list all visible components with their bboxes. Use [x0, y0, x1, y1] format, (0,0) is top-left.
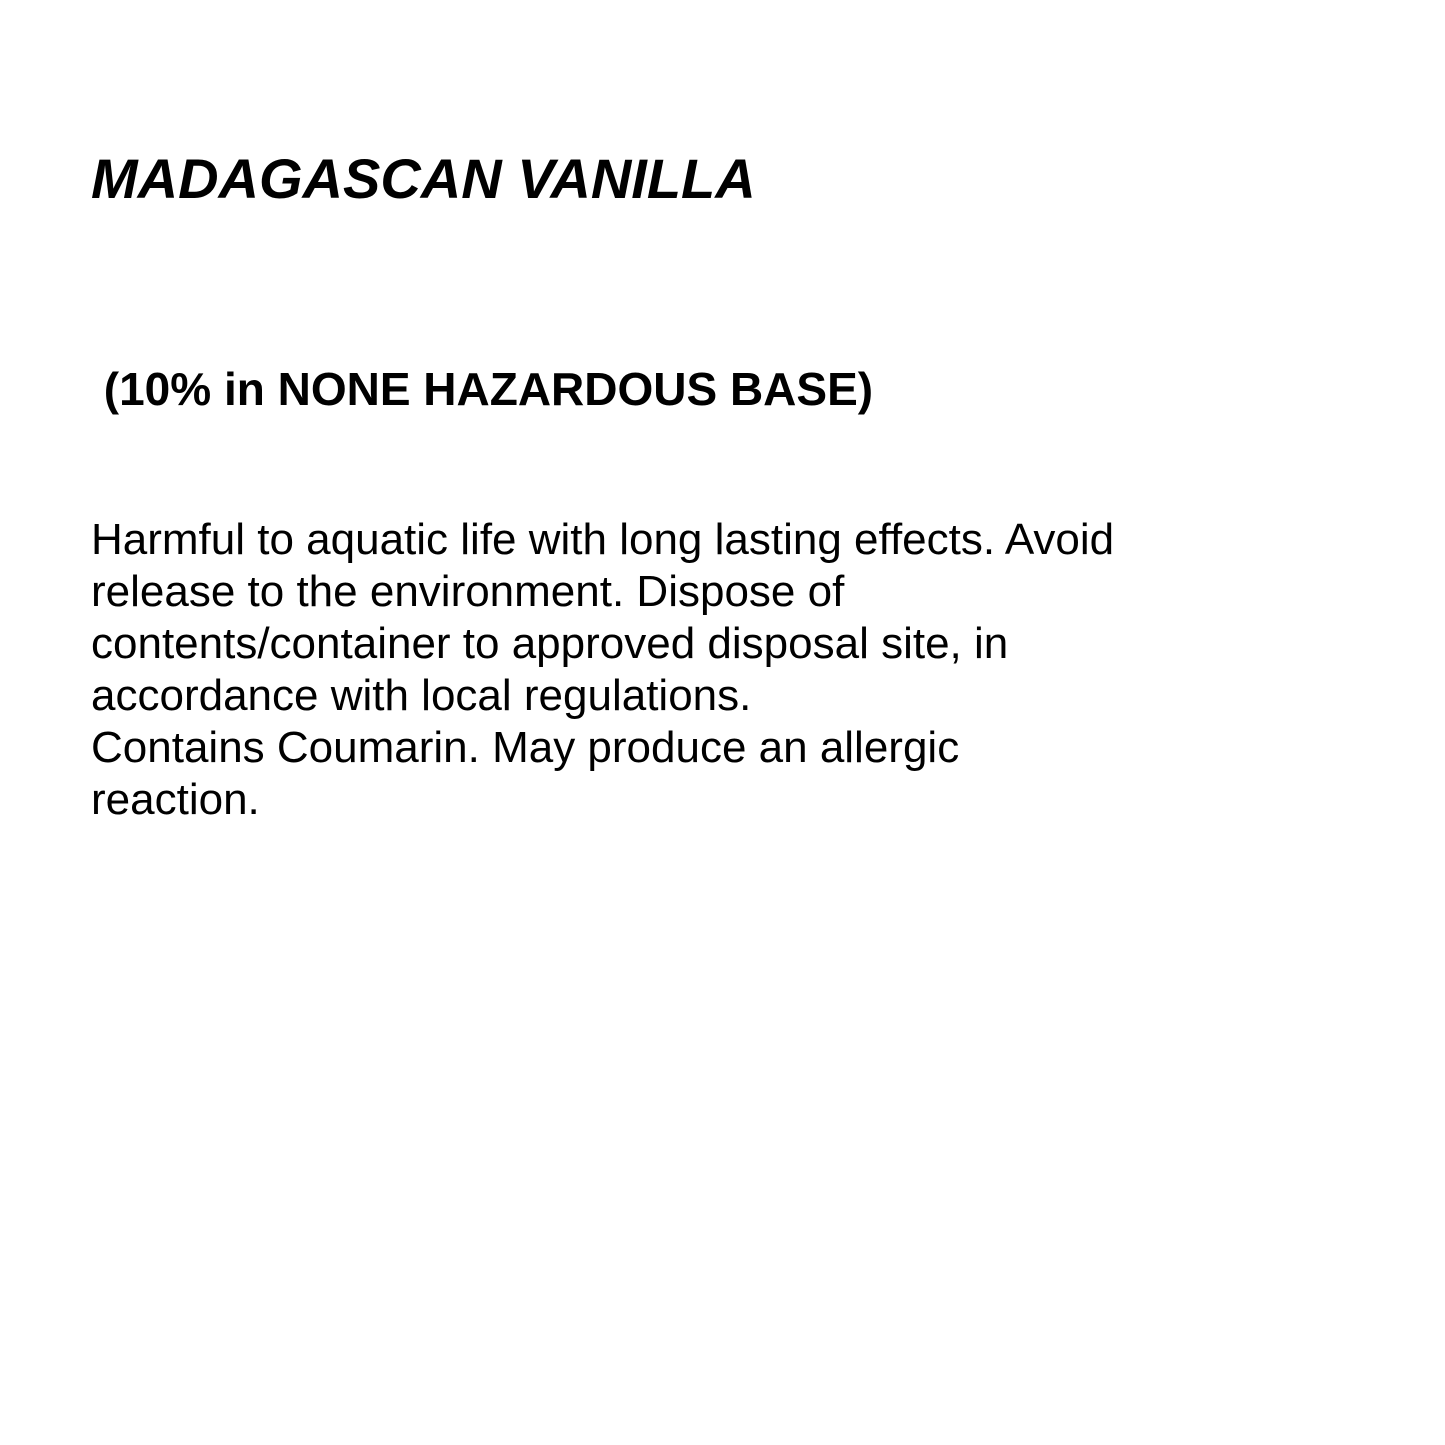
- warning-line: Harmful to aquatic life with long lasting effects. Avoid: [91, 515, 1115, 564]
- warning-line: Contains Coumarin. May produce an allergic: [91, 723, 960, 772]
- warning-line: accordance with local regulations.: [91, 671, 752, 720]
- concentration-note: (10% in NONE HAZARDOUS BASE): [91, 363, 874, 415]
- hazard-warning-text: [91, 514, 1241, 826]
- warning-line: reaction.: [91, 775, 260, 824]
- product-title: MADAGASCAN VANILLA: [91, 147, 756, 210]
- warning-line: release to the environment. Dispose of: [91, 567, 845, 616]
- warning-line: contents/container to approved disposal site, in: [91, 619, 1009, 668]
